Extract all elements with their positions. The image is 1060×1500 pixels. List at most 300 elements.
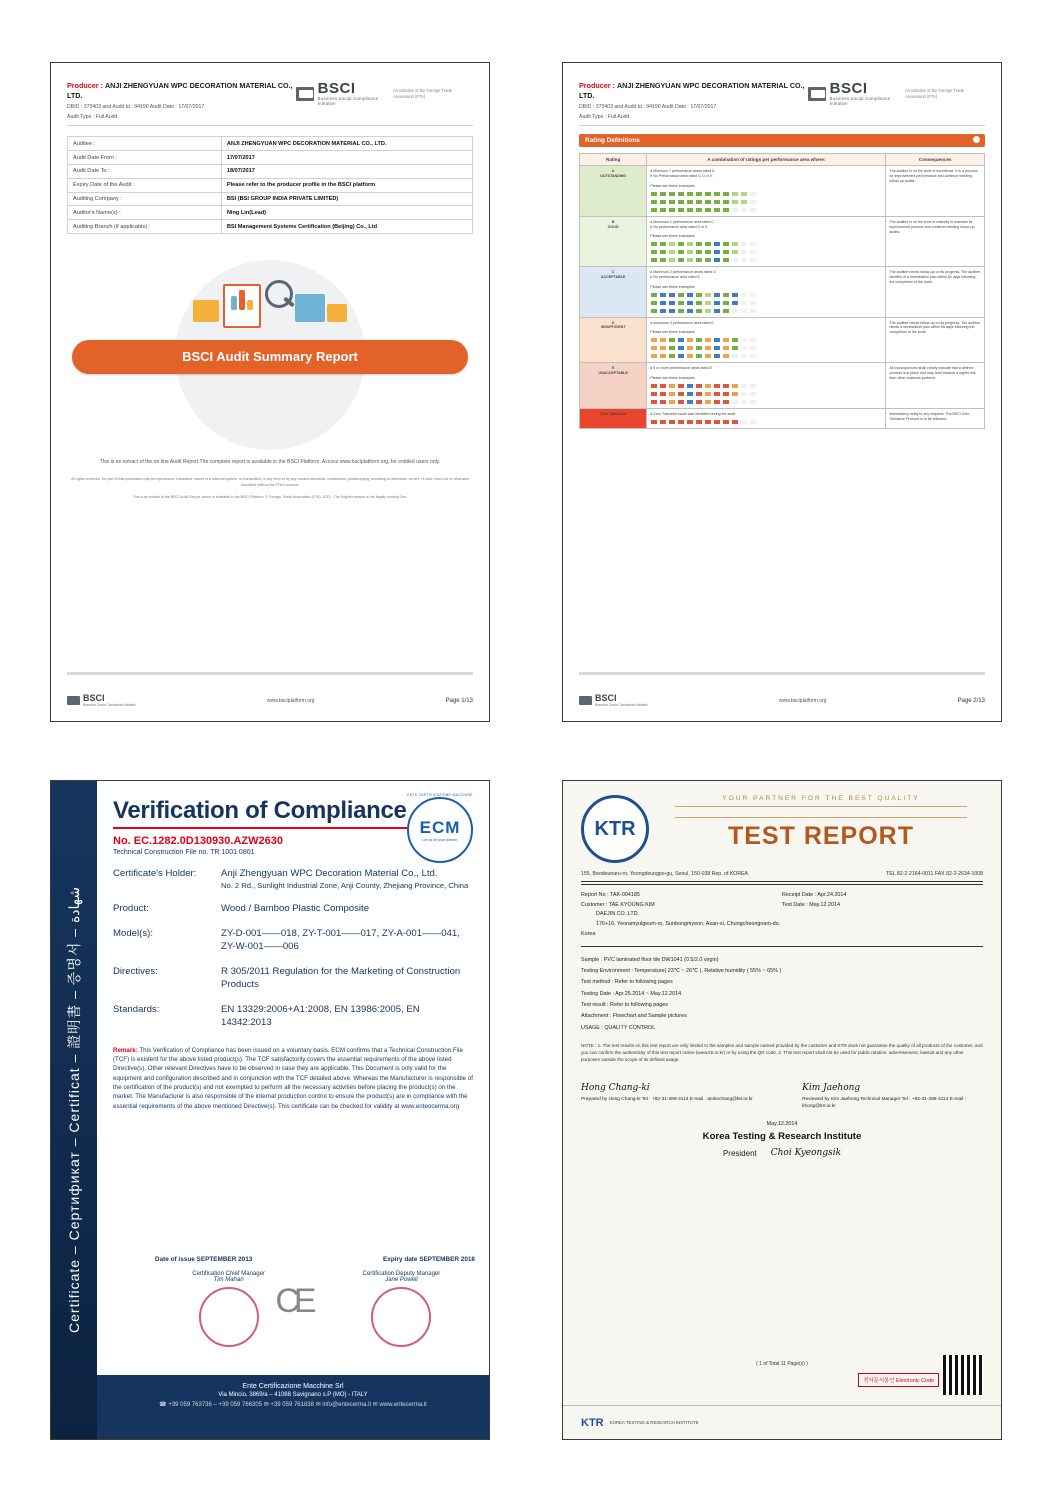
table-row xyxy=(68,178,473,192)
rating-example-cell xyxy=(659,353,667,359)
qr-code-icon xyxy=(943,1355,983,1395)
rating-example-cell xyxy=(695,391,703,397)
issuer-name: Ente Certificazione Macchine Srl xyxy=(242,1383,344,1390)
rating-example-cell xyxy=(749,391,757,397)
audit-details-table xyxy=(67,136,473,233)
rating-example-cell xyxy=(695,345,703,351)
doc2-producer-block xyxy=(579,81,808,121)
rating-description: a Minimum 7 performance areas rated A b No Performance area rated C, D or E Please see these examples: xyxy=(647,166,886,216)
rating-example-cell xyxy=(731,292,739,298)
rating-example-cell xyxy=(677,241,685,247)
bsci-mark-icon xyxy=(67,696,80,705)
bar-1-icon xyxy=(231,296,237,310)
rating-example-cell xyxy=(668,419,676,425)
producer-label: Producer : xyxy=(579,81,615,90)
rating-example-cell xyxy=(704,300,712,306)
rating-example-cell xyxy=(704,399,712,405)
ecm-badge-sub: Let us be your partner xyxy=(422,838,458,842)
row-label: Auditing Branch (if applicable) : xyxy=(68,220,222,234)
producer-label: Producer : xyxy=(67,81,103,90)
footer-page-number: Page 2/13 xyxy=(957,697,985,704)
rating-example-cell xyxy=(749,308,757,314)
certificate-side-text: Certificate – Сертификат – Certificat – 證明書 – 증명서 – شهادة xyxy=(66,887,82,1333)
field-label: Certificate's Holder: xyxy=(113,868,197,879)
rating-example-cell xyxy=(659,337,667,343)
footer-bsci-sub: Business Social Compliance Initiative xyxy=(83,703,136,707)
rating-example-cell xyxy=(731,207,739,213)
rating-example-cell xyxy=(695,249,703,255)
rating-example-cell xyxy=(704,292,712,298)
table-row xyxy=(68,137,473,151)
rating-example-cell xyxy=(659,207,667,213)
rating-example-cell xyxy=(668,191,676,197)
column-header: A combination of ratings per performance area where: xyxy=(647,154,886,166)
rating-example-cell xyxy=(686,292,694,298)
certificate-field xyxy=(113,966,473,992)
rating-example-cell xyxy=(668,337,676,343)
rating-row xyxy=(580,317,985,363)
footer-url: www.bsciplatform.org xyxy=(266,697,315,704)
producer-name: ANJI ZHENGYUAN WPC DECORATION MATERIAL CO., LTD. xyxy=(67,81,293,101)
rating-example-cell xyxy=(686,300,694,306)
report-illustration xyxy=(67,256,473,406)
signature-left xyxy=(155,1256,302,1347)
bsci-wordmark: BSCI xyxy=(829,80,868,97)
footer-ktr-word: KTR xyxy=(581,1416,604,1429)
rating-example-cell xyxy=(722,257,730,263)
rating-example-cell xyxy=(650,207,658,213)
rating-example-cell xyxy=(704,345,712,351)
rating-consequence: The auditee needs follow-up on its progress. The auditee benefits of a remediation plan within 60 days following the completion of the audit. xyxy=(886,267,985,317)
ktr-tel-fax: TEL 82-2-2164-0011 FAX 82-2-2634-1008 xyxy=(886,871,983,877)
producer-name: ANJI ZHENGYUAN WPC DECORATION MATERIAL CO., LTD. xyxy=(579,81,805,101)
rating-example-cell xyxy=(704,207,712,213)
field-value: R 305/2011 Regulation for the Marketing of Construction Products xyxy=(221,966,461,990)
rating-example-cell xyxy=(668,241,676,247)
rating-label: A OUTSTANDING xyxy=(580,166,647,216)
rating-example-cell xyxy=(713,300,721,306)
rating-example-cell xyxy=(740,353,748,359)
rating-example-cell xyxy=(704,391,712,397)
test-detail-line: Test result : Refer to following pages xyxy=(581,1001,668,1008)
rating-example-cell xyxy=(740,345,748,351)
bsci-logo xyxy=(296,81,473,106)
rating-description: a 5 or more performance areas rated E Please see these examples: xyxy=(647,363,886,409)
doc2-footer xyxy=(579,694,985,707)
certificate-fields xyxy=(113,868,473,1030)
rating-example-cell xyxy=(704,249,712,255)
rating-example-cell xyxy=(704,257,712,263)
ktr-title-block xyxy=(659,795,983,851)
row-value: BSI Management Systems Certification (Beijing) Co., Ltd xyxy=(221,220,472,234)
rating-example-cell xyxy=(695,292,703,298)
rating-example-cell xyxy=(695,308,703,314)
row-label: Expiry Date of the Audit : xyxy=(68,178,222,192)
rating-consequence: Immediately notify to any required. The BSCI Zero Tolerance Protocol is to be followed. xyxy=(886,408,985,428)
rating-example-cell xyxy=(677,292,685,298)
report-field: Receipt Date : Apr.24.2014 xyxy=(782,892,847,898)
rating-example-cell xyxy=(677,300,685,306)
rating-consequence: The auditee is on the level of excellence. It is a process for improvement performance and continue needing follow-up audits. xyxy=(886,166,985,216)
row-value: 18/07/2017 xyxy=(221,165,472,179)
rating-example-cell xyxy=(686,199,694,205)
issue-date: May.12.2014 xyxy=(766,1121,798,1128)
legal-extract-note: This is an extract of the on line Audit Report.The complete report is available in the BSCI Platform. Access www.bsciplatform.org, for entitled users only. xyxy=(99,458,441,465)
test-detail-line: Test method : Refer to following pages xyxy=(581,979,673,986)
table-row xyxy=(68,220,473,234)
rating-row xyxy=(580,408,985,428)
rating-example-cell xyxy=(677,191,685,197)
certificate-field xyxy=(113,868,473,891)
rating-example-cell xyxy=(740,399,748,405)
rating-example-cell xyxy=(722,345,730,351)
rating-example-cell xyxy=(713,419,721,425)
rating-example-cell xyxy=(686,308,694,314)
rating-example-cell xyxy=(650,249,658,255)
field-value-secondary: No. 2 Rd., Sunlight Industrial Zone, Anji County, Zhejiang Province, China xyxy=(221,880,469,890)
rating-example-cell xyxy=(659,300,667,306)
rating-example-cell xyxy=(749,419,757,425)
rating-example-cell xyxy=(713,353,721,359)
rating-example-cell xyxy=(677,199,685,205)
bsci-mark-icon xyxy=(808,87,826,101)
rating-example-grid xyxy=(650,383,882,389)
rating-example-cell xyxy=(749,383,757,389)
rating-example-grid xyxy=(650,353,882,359)
rating-consequence: The auditee needs follow-up on its progress. The auditee needs a remediation plan within 60 days following the completion of the audit. xyxy=(886,317,985,363)
field-label: Model(s): xyxy=(113,928,153,940)
rating-example-cell xyxy=(686,257,694,263)
report-field: Report No : TAK-004185 xyxy=(581,892,640,898)
rating-example-cell xyxy=(686,353,694,359)
rating-example-cell xyxy=(722,199,730,205)
rating-example-cell xyxy=(650,300,658,306)
rating-example-cell xyxy=(686,419,694,425)
field-value: ZY-D-001——018, ZY-T-001——017, ZY-A-001——041, ZY-W-001——006 xyxy=(221,928,460,953)
rating-example-cell xyxy=(677,337,685,343)
doc2-footer-rule xyxy=(579,672,985,675)
reviewer-details: Reviewed by Kim Jaehong Technical Manager Tel : +82-31-289-3114 E-mail : khong@ktr.or.kr xyxy=(802,1096,966,1110)
table-row xyxy=(68,206,473,220)
rating-example-cell xyxy=(713,292,721,298)
rating-consequence: The auditee is on the level of maturity to maintain its improvement process and continue needing follow-up audits. xyxy=(886,216,985,266)
certificate-field xyxy=(113,1004,473,1030)
rating-example-cell xyxy=(668,249,676,255)
rating-example-cell xyxy=(722,391,730,397)
rating-example-cell xyxy=(722,353,730,359)
ktr-header xyxy=(581,795,983,863)
rating-example-cell xyxy=(749,257,757,263)
rating-example-cell xyxy=(740,249,748,255)
rating-example-cell xyxy=(677,207,685,213)
president-label: President xyxy=(722,1148,757,1158)
preparer-details: Prepared by Hong Chang-ki Tel : +82-31-289-3114 E-mail : amkochang@ktr.or.kr xyxy=(581,1096,753,1102)
rating-row xyxy=(580,216,985,266)
test-detail-lines xyxy=(581,955,983,1034)
rating-example-cell xyxy=(713,345,721,351)
president-row xyxy=(581,1148,983,1158)
rating-example-cell xyxy=(695,337,703,343)
row-value: 17/07/2017 xyxy=(221,151,472,165)
rating-example-cell xyxy=(677,391,685,397)
rating-example-cell xyxy=(686,391,694,397)
doc1-footer-rule xyxy=(67,672,473,675)
rating-example-cell xyxy=(704,241,712,247)
rating-example-cell xyxy=(686,207,694,213)
rating-description: a Maximum 2 performance areas rated D b No performance area rated E Please see these examples: xyxy=(647,267,886,317)
ornament-divider xyxy=(675,806,967,818)
ktr-address: 155, Beodeunaru-ro, Yeongdeungpo-gu, Seoul, 150-038 Rep. of KOREA xyxy=(581,871,748,877)
technical-file-number: Technical Construction File no. TR 1001 0801 xyxy=(113,849,255,856)
rating-example-cell xyxy=(686,191,694,197)
rating-example-cell xyxy=(740,292,748,298)
signature-right xyxy=(328,1256,475,1347)
signature-row xyxy=(581,1081,983,1111)
bsci-rating-definitions-page xyxy=(562,62,1002,722)
rating-example-cell xyxy=(704,419,712,425)
rating-example-cell xyxy=(713,191,721,197)
rating-example-cell xyxy=(722,399,730,405)
rating-example-cell xyxy=(731,257,739,263)
ecm-badge-word: ECM xyxy=(419,818,461,837)
rating-label: B GOOD xyxy=(580,216,647,266)
field-label: Directives: xyxy=(113,966,158,977)
rating-example-cell xyxy=(659,383,667,389)
rating-example-cell xyxy=(668,383,676,389)
rating-example-cell xyxy=(686,399,694,405)
rating-example-cell xyxy=(659,249,667,255)
doc2-meta-1: DBID : 373403 and Audit Id : 94190 Audit Date : 17/07/2017 xyxy=(579,103,717,110)
rating-example-cell xyxy=(668,391,676,397)
rating-example-cell xyxy=(695,399,703,405)
certificate-number: No. EC.1282.0D130930.AZW2630 xyxy=(113,835,283,847)
rating-example-cell xyxy=(686,383,694,389)
legal-copyright-note: This is an extract of the BSCI Audit Report, which is available in the BSCI Platform. © Foreign Trade Association (FTA), 2013 - The English version is the legally binding One. xyxy=(132,495,408,500)
rating-example-cell xyxy=(668,399,676,405)
rating-definitions-table xyxy=(579,153,985,428)
expiry-date: Expiry date SEPTEMBER 2018 xyxy=(383,1256,475,1263)
footer-bsci-word: BSCI xyxy=(83,693,105,703)
rating-example-cell xyxy=(722,249,730,255)
rating-example-cell xyxy=(659,419,667,425)
ktr-footer xyxy=(563,1405,1001,1439)
rating-example-cell xyxy=(659,399,667,405)
column-header: Rating xyxy=(580,154,647,166)
rating-example-cell xyxy=(740,241,748,247)
rating-example-cell xyxy=(740,300,748,306)
rating-example-cell xyxy=(650,199,658,205)
chart-block-icon xyxy=(295,294,325,322)
bsci-subtitle: Business Social Compliance Initiative xyxy=(317,96,379,106)
table-row xyxy=(68,192,473,206)
rating-example-grid xyxy=(650,191,882,197)
rating-example-cell xyxy=(722,383,730,389)
rating-example-cell xyxy=(695,300,703,306)
legal-rights-note: All rights reserved. No part of this publication may be reproduced, translated, stored in a retrieval system, or transmitted, in any form or by any, means electronic, mechanical, photocopying, recording or otherwise, be lent, re-sold, hired out or otherwise circulated without the FTA's consent. xyxy=(71,477,469,488)
rating-example-cell xyxy=(650,337,658,343)
doc1-producer-block xyxy=(67,81,296,121)
rating-example-cell xyxy=(722,207,730,213)
bar-3-icon xyxy=(247,300,253,310)
doc2-meta-2: Audit Type : Full Audit xyxy=(579,113,630,120)
rating-label: D INSUFFICIENT xyxy=(580,317,647,363)
rating-example-grid xyxy=(650,257,882,263)
report-meta-right xyxy=(782,891,983,940)
rating-example-cell xyxy=(704,383,712,389)
rating-example-cell xyxy=(704,308,712,314)
rating-example-cell xyxy=(731,353,739,359)
report-note: NOTE : 1. The test results on this test report are only limited to the samples and sample named provided by the customer and KTR does not guarantee the quality of all products of the customer, and you can confirm the authenticity of this test report online (www.ktr.or.kr) or by using the QR code. 2. This test report shall not be used for public relation, advertisement, lawsuit and any other purposes outside the scope of its defined usage. xyxy=(581,1043,983,1063)
rating-example-cell xyxy=(713,249,721,255)
rating-example-cell xyxy=(677,257,685,263)
rating-example-cell xyxy=(668,353,676,359)
rating-example-cell xyxy=(677,383,685,389)
rating-row xyxy=(580,166,985,216)
rating-bar-dot-icon xyxy=(973,136,980,143)
rating-example-cell xyxy=(650,191,658,197)
folder-icon xyxy=(193,300,219,322)
certificate-footer xyxy=(97,1375,489,1439)
rating-example-cell xyxy=(695,207,703,213)
rating-example-grid xyxy=(650,207,882,213)
rating-example-cell xyxy=(740,308,748,314)
rating-example-cell xyxy=(659,241,667,247)
rating-example-cell xyxy=(731,308,739,314)
rating-example-cell xyxy=(731,345,739,351)
rating-row xyxy=(580,267,985,317)
column-header: Consequences xyxy=(886,154,985,166)
rating-example-cell xyxy=(722,292,730,298)
rating-example-cell xyxy=(668,300,676,306)
rating-example-cell xyxy=(731,419,739,425)
header-rule-1 xyxy=(581,881,983,882)
rating-example-cell xyxy=(740,383,748,389)
rating-example-cell xyxy=(749,399,757,405)
doc2-header xyxy=(579,81,985,126)
rating-example-cell xyxy=(695,191,703,197)
rating-example-cell xyxy=(686,337,694,343)
certificate-field xyxy=(113,928,473,954)
field-label: Product: xyxy=(113,903,149,915)
rating-example-cell xyxy=(740,207,748,213)
row-label: Auditor's Name(s) : xyxy=(68,206,222,220)
header-rule-2 xyxy=(581,884,983,885)
rating-example-cell xyxy=(713,337,721,343)
rating-example-cell xyxy=(740,391,748,397)
rating-description: a Maximum 1 performance area rated C b No performance area rated D or E Please see these examples: xyxy=(647,216,886,266)
rating-example-cell xyxy=(677,399,685,405)
issuer-block xyxy=(581,1121,983,1158)
footer-bsci-logo xyxy=(67,694,136,707)
rating-example-cell xyxy=(749,353,757,359)
ce-mark-icon: CE xyxy=(275,1282,311,1320)
issue-date: Date of issue SEPTEMBER 2013 xyxy=(155,1256,253,1263)
rating-example-cell xyxy=(695,383,703,389)
doc1-footer xyxy=(67,694,473,707)
bsci-tagline: An initiative of the Foreign Trade Association (FTA) xyxy=(393,88,452,99)
doc1-meta-1: DBID : 373403 and Audit Id : 94190 Audit Date : 17/07/2017 xyxy=(67,103,205,110)
left-stamp-icon xyxy=(199,1287,259,1347)
bsci-audit-summary-page xyxy=(50,62,490,722)
rating-example-grid xyxy=(650,308,882,314)
rating-example-cell xyxy=(749,191,757,197)
bar-2-icon xyxy=(239,290,245,310)
ktr-test-report xyxy=(562,780,1002,1440)
rating-example-cell xyxy=(749,207,757,213)
electronic-stamp: 전자문서봉인 Electronic Code xyxy=(858,1373,939,1387)
rating-example-cell xyxy=(668,292,676,298)
rating-consequence: All consequences shall clearly indicate that a defined process is in place and may lead towards a higher risk than other business partners. xyxy=(886,363,985,409)
rating-example-cell xyxy=(650,241,658,247)
institute-name: Korea Testing & Research Institute xyxy=(702,1131,862,1143)
row-value: ANJI ZHENGYUAN WPC DECORATION MATERIAL CO., LTD. xyxy=(221,137,472,151)
rating-example-cell xyxy=(740,191,748,197)
bsci-mark-icon xyxy=(296,87,314,101)
rating-example-cell xyxy=(695,241,703,247)
rating-example-cell xyxy=(668,207,676,213)
rating-example-grid xyxy=(650,199,882,205)
footer-page-number: Page 1/13 xyxy=(445,697,473,704)
rating-example-cell xyxy=(659,191,667,197)
rating-example-cell xyxy=(704,353,712,359)
rating-example-cell xyxy=(659,345,667,351)
doc2-inner xyxy=(579,81,985,705)
bsci-wordmark: BSCI xyxy=(317,80,356,97)
rating-example-grid xyxy=(650,419,882,425)
row-label: Auditing Company : xyxy=(68,192,222,206)
rating-example-cell xyxy=(677,353,685,359)
test-detail-line: Testing Date : Apr.25.2014 ~ May.12.2014 xyxy=(581,990,682,997)
ecm-seal-icon xyxy=(407,797,473,863)
rating-example-cell xyxy=(713,199,721,205)
footer-bsci-word: BSCI xyxy=(595,693,617,703)
signature-row xyxy=(155,1256,475,1347)
rating-example-cell xyxy=(695,257,703,263)
rating-example-cell xyxy=(677,419,685,425)
reviewer-block xyxy=(802,1081,983,1111)
rating-example-cell xyxy=(713,207,721,213)
rating-example-cell xyxy=(659,391,667,397)
rating-example-cell xyxy=(713,241,721,247)
rating-example-cell xyxy=(650,419,658,425)
table-row xyxy=(68,165,473,179)
doc1-meta-2: Audit Type : Full Audit xyxy=(67,113,118,120)
rating-example-cell xyxy=(650,345,658,351)
rating-example-cell xyxy=(749,345,757,351)
rating-example-cell xyxy=(668,257,676,263)
rating-example-cell xyxy=(650,292,658,298)
ktr-address-row xyxy=(581,871,983,877)
rating-example-cell xyxy=(731,399,739,405)
rating-example-cell xyxy=(650,391,658,397)
rating-example-cell xyxy=(731,300,739,306)
certificate-side-band xyxy=(51,781,97,1439)
report-meta xyxy=(581,891,983,940)
certificate-field xyxy=(113,903,473,916)
row-label: Audit Date From : xyxy=(68,151,222,165)
rating-example-cell xyxy=(659,292,667,298)
rating-example-cell xyxy=(740,257,748,263)
certificate-remark xyxy=(113,1046,473,1111)
test-detail-line: Sample : PVC laminated floor tile DW1041 (0.5/2.0 virgin) xyxy=(581,956,719,963)
ecm-badge-top-text: ENTE CERTIFICAZIONE MACCHINE xyxy=(407,793,473,797)
remark-text: This Verification of Compliance has been issued on a voluntary basis. ECM confirms that a Technical Construction File (TCF) is existent for the above listed product(s). The TCF satisfactorily covers the essential requirements of the above listed Directive(s). Other relevant Directives have to be observed in case they are applicable. This Document is only valid for the equipment and configuration described and in conjunction with the TCF detailed above. Whereas the Manufacturer is responsible of the certification of the product(s) and not exempted to perform all the necessary activities before placing the product(s) on the market. The Manufacturer is also responsible of the internal production control to ensure the product(s) are in compliance with the essential requirements of the above mentioned Directive(s). This certificate can be checked for validity at www.enteocerma.org xyxy=(113,1046,474,1110)
certificate-title: Verification of Compliance xyxy=(113,797,407,824)
rating-example-grid xyxy=(650,249,882,255)
rating-example-cell xyxy=(704,199,712,205)
field-value: Wood / Bamboo Plastic Composite xyxy=(221,903,370,915)
rating-example-cell xyxy=(722,419,730,425)
